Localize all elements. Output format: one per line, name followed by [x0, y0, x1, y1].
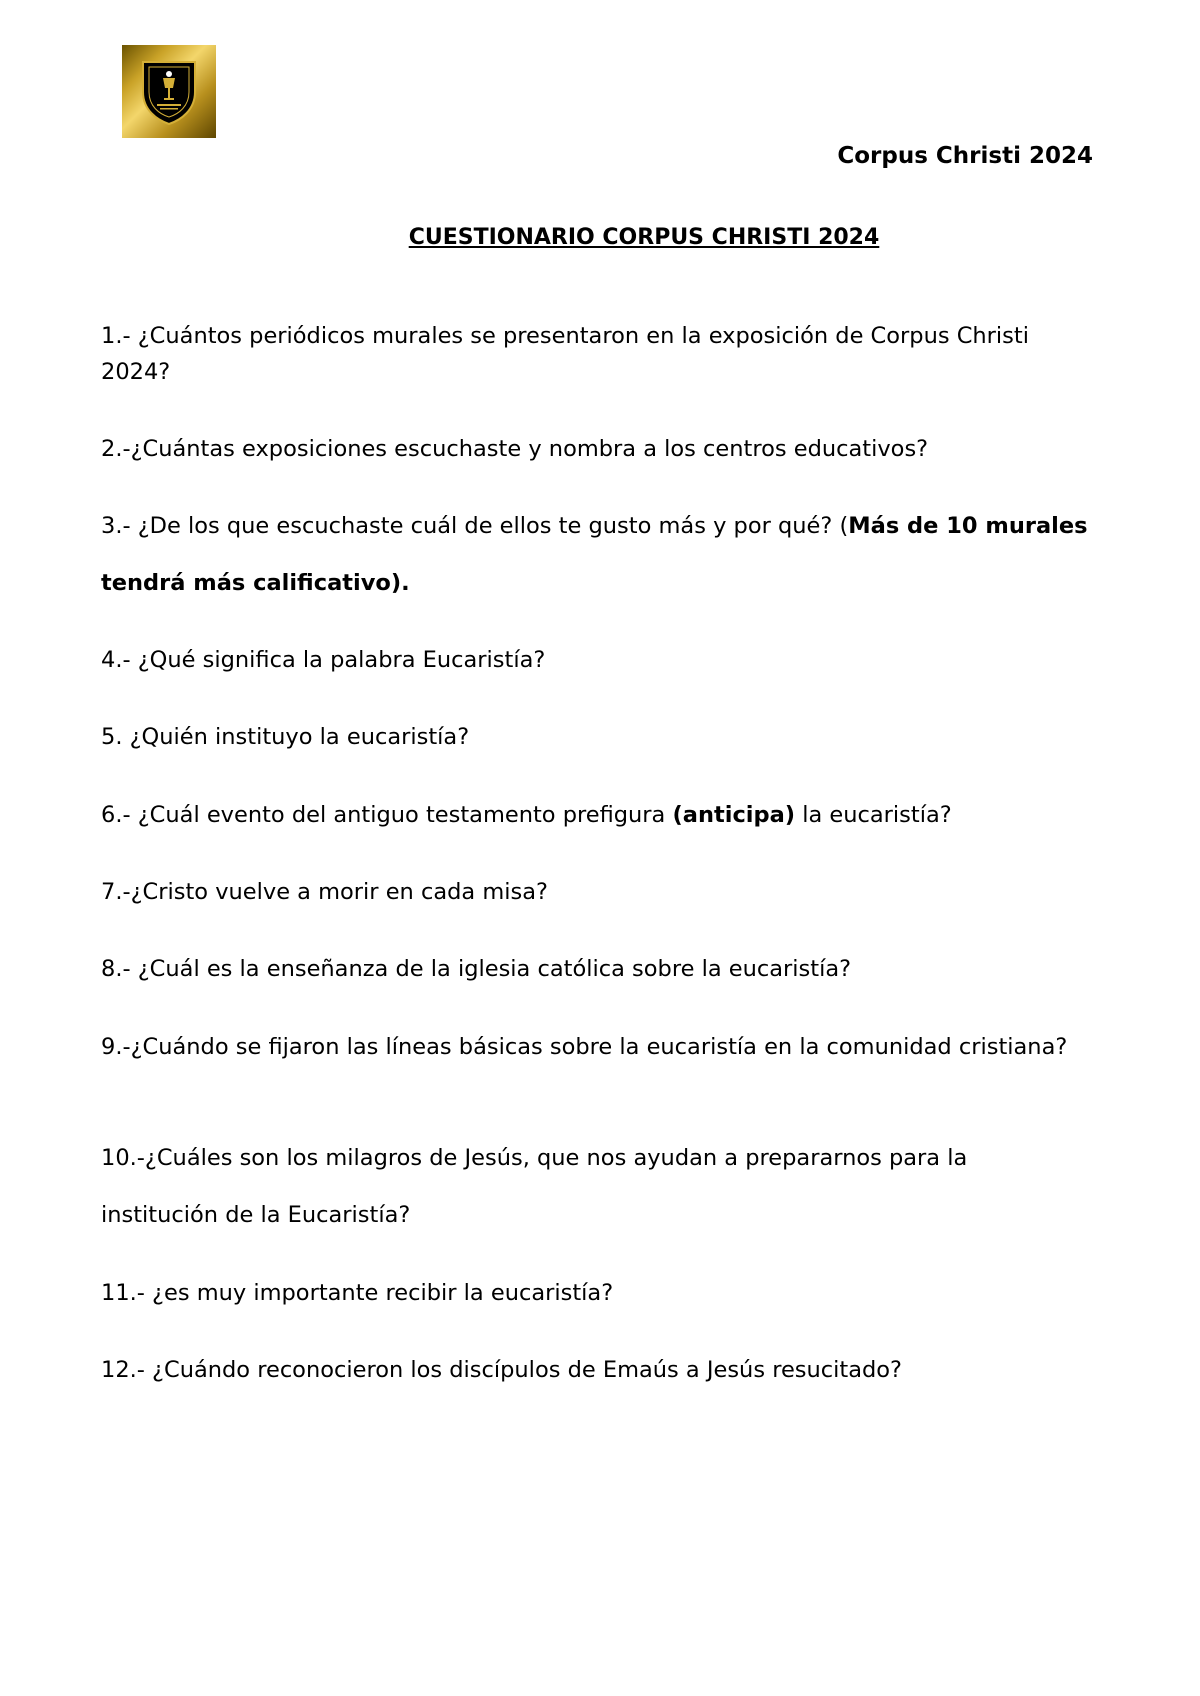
header-course-label: Corpus Christi 2024 [837, 143, 1093, 169]
question-4: 4.- ¿Qué significa la palabra Eucaristía? [101, 647, 546, 673]
question-2: 2.-¿Cuántas exposiciones escuchaste y nombra a los centros educativos? [101, 436, 929, 462]
question-12: 12.- ¿Cuándo reconocieron los discípulos de Emaús a Jesús resucitado? [101, 1357, 902, 1383]
page-title: CUESTIONARIO CORPUS CHRISTI 2024 [408, 225, 880, 250]
question-3-text: 3.- ¿De los que escuchaste cuál de ellos te gusto más y por qué? ( [101, 513, 849, 539]
question-3-bold-note: Más de 10 murales tendrá más calificativo). [101, 513, 1088, 596]
school-crest-icon [139, 58, 199, 126]
question-6-text-end: la eucaristía? [795, 802, 952, 828]
question-10: 10.-¿Cuáles son los milagros de Jesús, que nos ayudan a prepararnos para la institución de la Eucaristía? [101, 1145, 968, 1228]
question-6-text: 6.- ¿Cuál evento del antiguo testamento prefigura [101, 802, 673, 828]
question-11: 11.- ¿es muy importante recibir la eucaristía? [101, 1280, 614, 1306]
question-5: 5. ¿Quién instituyo la eucaristía? [101, 724, 470, 750]
question-8: 8.- ¿Cuál es la enseñanza de la iglesia católica sobre la eucaristía? [101, 956, 852, 982]
question-6 [101, 797, 1091, 833]
question-7: 7.-¿Cristo vuelve a morir en cada misa? [101, 879, 548, 905]
school-crest-logo [122, 45, 216, 138]
question-6-bold: (anticipa) [672, 802, 796, 828]
question-9: 9.-¿Cuándo se fijaron las líneas básicas sobre la eucaristía en la comunidad cristiana? [101, 1034, 1068, 1060]
question-1: 1.- ¿Cuántos periódicos murales se presentaron en la exposición de Corpus Christi 2024? [101, 323, 1029, 385]
question-3 [101, 498, 1091, 612]
